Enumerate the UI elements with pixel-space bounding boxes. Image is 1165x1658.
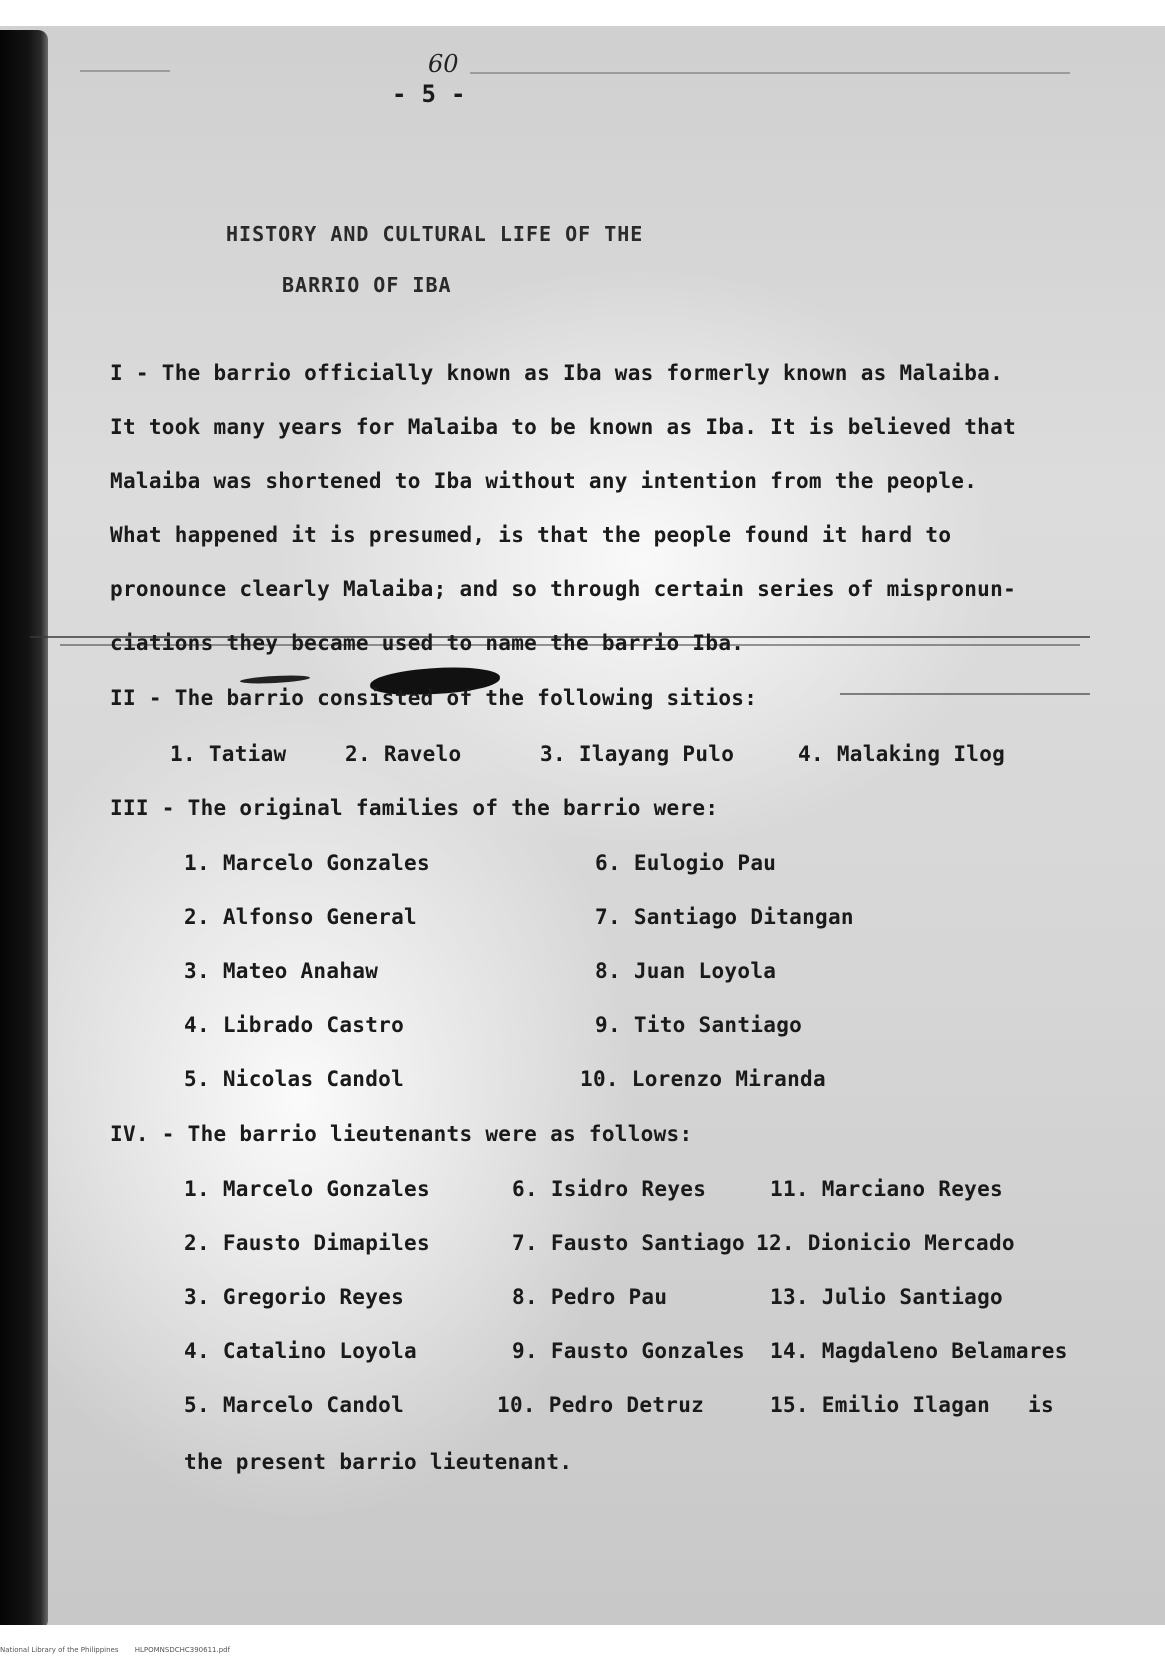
family-item: 2. Alfonso General	[184, 905, 417, 929]
lieutenant-item: 11. Marciano Reyes	[770, 1177, 1003, 1201]
family-item: 10. Lorenzo Miranda	[580, 1067, 826, 1091]
lieutenant-item: 10. Pedro Detruz	[497, 1393, 705, 1417]
section1-line: What happened it is presumed, is that the people found it hard to	[110, 523, 952, 547]
top-margin	[0, 0, 1165, 26]
lieutenant-item: 7. Fausto Santiago	[512, 1231, 745, 1255]
family-item: 3. Mateo Anahaw	[184, 959, 379, 983]
lieutenant-item: 4. Catalino Loyola	[184, 1339, 417, 1363]
sitio-item: 2. Ravelo	[345, 742, 462, 766]
family-item: 7. Santiago Ditangan	[595, 905, 854, 929]
section1-line: It took many years for Malaiba to be known as Iba. It is believed that	[110, 415, 1017, 439]
lieutenant-item: 6. Isidro Reyes	[512, 1177, 707, 1201]
section1-line: pronounce clearly Malaiba; and so through certain series of mispronun-	[110, 577, 1017, 601]
closing-line: the present barrio lieutenant.	[184, 1450, 573, 1474]
family-item: 1. Marcelo Gonzales	[184, 851, 430, 875]
lieutenant-item: 9. Fausto Gonzales	[512, 1339, 745, 1363]
section3-heading: III - The original families of the barrio were:	[110, 796, 719, 820]
trailing-word: is	[1028, 1393, 1054, 1417]
rule-top-right	[470, 72, 1070, 74]
family-item: 9. Tito Santiago	[595, 1013, 803, 1037]
section4-heading: IV. - The barrio lieutenants were as follows:	[110, 1122, 693, 1146]
typed-page-mark: - 5 -	[392, 80, 466, 108]
lieutenant-item: 2. Fausto Dimapiles	[184, 1231, 430, 1255]
binding-edge	[0, 30, 48, 1625]
family-item: 8. Juan Loyola	[595, 959, 777, 983]
lieutenant-item: 14. Magdaleno Belamares	[770, 1339, 1068, 1363]
handwritten-page-number: 60	[428, 50, 459, 78]
footer-file: HLPOMNSDCHC390611.pdf	[134, 1646, 231, 1654]
sitio-item: 3. Ilayang Pulo	[540, 742, 735, 766]
dash-line	[840, 693, 1090, 695]
sitio-item: 4. Malaking Ilog	[798, 742, 1006, 766]
family-item: 5. Nicolas Candol	[184, 1067, 405, 1091]
family-item: 4. Librado Castro	[184, 1013, 405, 1037]
section1-line: I - The barrio officially known as Iba was formerly known as Malaiba.	[110, 361, 1004, 385]
lieutenant-item: 5. Marcelo Candol	[184, 1393, 405, 1417]
footer-library: National Library of the Philippines	[0, 1646, 119, 1654]
lieutenant-item: 3. Gregorio Reyes	[184, 1285, 405, 1309]
section2-heading: II - The barrio consisted of the following sitios:	[110, 686, 758, 710]
lieutenant-item: 13. Julio Santiago	[770, 1285, 1003, 1309]
scan-footer	[0, 1646, 244, 1654]
title-line-1: HISTORY AND CULTURAL LIFE OF THE	[226, 222, 644, 246]
lieutenant-item: 15. Emilio Ilagan	[770, 1393, 991, 1417]
family-item: 6. Eulogio Pau	[595, 851, 777, 875]
title-line-2: BARRIO OF IBA	[282, 273, 452, 297]
lieutenant-item: 8. Pedro Pau	[512, 1285, 668, 1309]
section1-line: ciations they became used to name the barrio Iba.	[110, 631, 745, 655]
ink-smudge-small	[240, 674, 310, 685]
section1-line: Malaiba was shortened to Iba without any intention from the people.	[110, 469, 978, 493]
lieutenant-item: 1. Marcelo Gonzales	[184, 1177, 430, 1201]
rule-top-left	[80, 70, 170, 72]
lieutenant-item: 12. Dionicio Mercado	[756, 1231, 1015, 1255]
sitio-item: 1. Tatiaw	[170, 742, 287, 766]
